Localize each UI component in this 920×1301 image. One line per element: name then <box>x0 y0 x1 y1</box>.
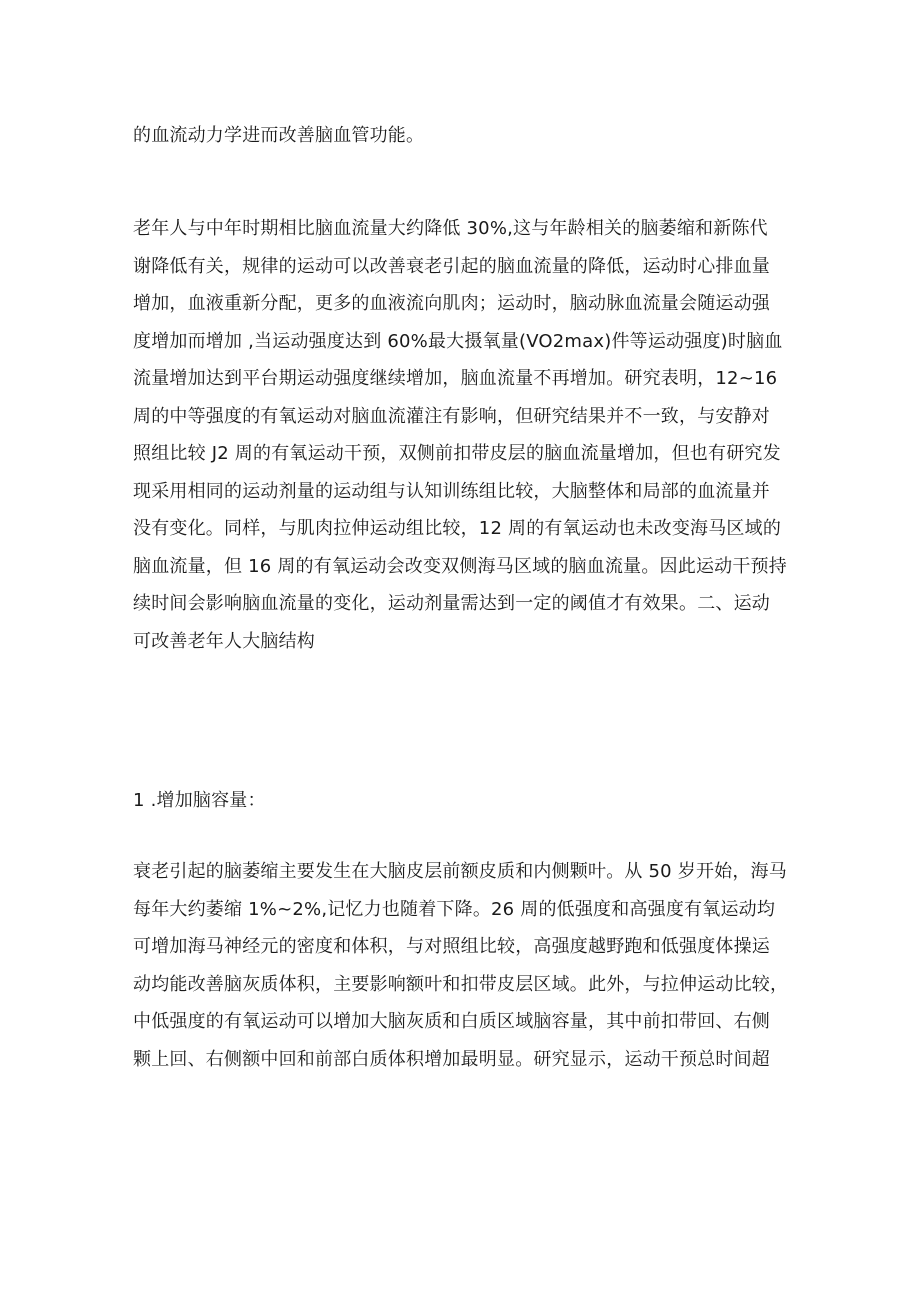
text-line: 脑血流量，但 16 周的有氧运动会改变双侧海马区域的脑血流量。因此运动干预持 <box>133 555 787 577</box>
text-line: 1 .增加脑容量： <box>133 790 266 811</box>
text-line: 每年大约萎缩 1%~2%,记忆力也随着下降。26 周的低强度和高强度有氧运动均 <box>133 898 776 920</box>
text-line: 没有变化。同样，与肌肉拉伸运动组比较，12 周的有氧运动也未改变海马区域的 <box>133 518 782 539</box>
text-line: 谢降低有关，规律的运动可以改善衰老引起的脑血流量的降低，运动时心排血量 <box>133 255 770 277</box>
text-line: 可改善老年人大脑结构 <box>133 630 315 652</box>
text-line: 流量增加达到平台期运动强度继续增加，脑血流量不再增加。研究表明，12~16 <box>133 368 778 389</box>
text-line: 度增加而增加 ,当运动强度达到 60%最大摄氧量(VO2max)件等运动强度)时脑血 <box>133 330 783 352</box>
paragraph-cerebral-blood-flow <box>133 210 803 660</box>
subheading-brain-volume <box>133 782 803 820</box>
text-line: 中低强度的有氧运动可以增加大脑灰质和白质区域脑容量，其中前扣带回、右侧 <box>133 1011 770 1032</box>
text-line: 现采用相同的运动剂量的运动组与认知训练组比较，大脑整体和局部的血流量并 <box>133 480 770 502</box>
text-line: 周的中等强度的有氧运动对脑血流灌注有影响，但研究结果并不一致，与安静对 <box>133 405 770 427</box>
text-line: 颗上回、右侧额中回和前部白质体积增加最明显。研究显示，运动干预总时间超 <box>133 1048 770 1070</box>
text-line: 可增加海马神经元的密度和体积，与对照组比较，高强度越野跑和低强度体操运 <box>133 936 770 957</box>
text-line: 照组比较 J2 周的有氧运动干预，双侧前扣带皮层的脑血流量增加，但也有研究发 <box>133 443 781 464</box>
text-line: 续时间会影响脑血流量的变化，运动剂量需达到一定的阈值才有效果。二、运动 <box>133 593 770 614</box>
text-line: 的血流动力学进而改善脑血管功能。 <box>133 125 425 146</box>
text-line: 动均能改善脑灰质体积，主要影响额叶和扣带皮层区域。此外，与拉伸运动比较， <box>133 973 789 995</box>
text-line: 衰老引起的脑萎缩主要发生在大脑皮层前额皮质和内侧颗叶。从 50 岁开始，海马 <box>133 861 787 882</box>
paragraph-brain-atrophy <box>133 853 803 1078</box>
text-line: 老年人与中年时期相比脑血流量大约降低 30%,这与年龄相关的脑萎缩和新陈代 <box>133 218 768 239</box>
text-line: 增加，血液重新分配，更多的血液流向肌肉；运动时，脑动脉血流量会随运动强 <box>133 293 770 314</box>
paragraph-continuation <box>133 117 803 155</box>
